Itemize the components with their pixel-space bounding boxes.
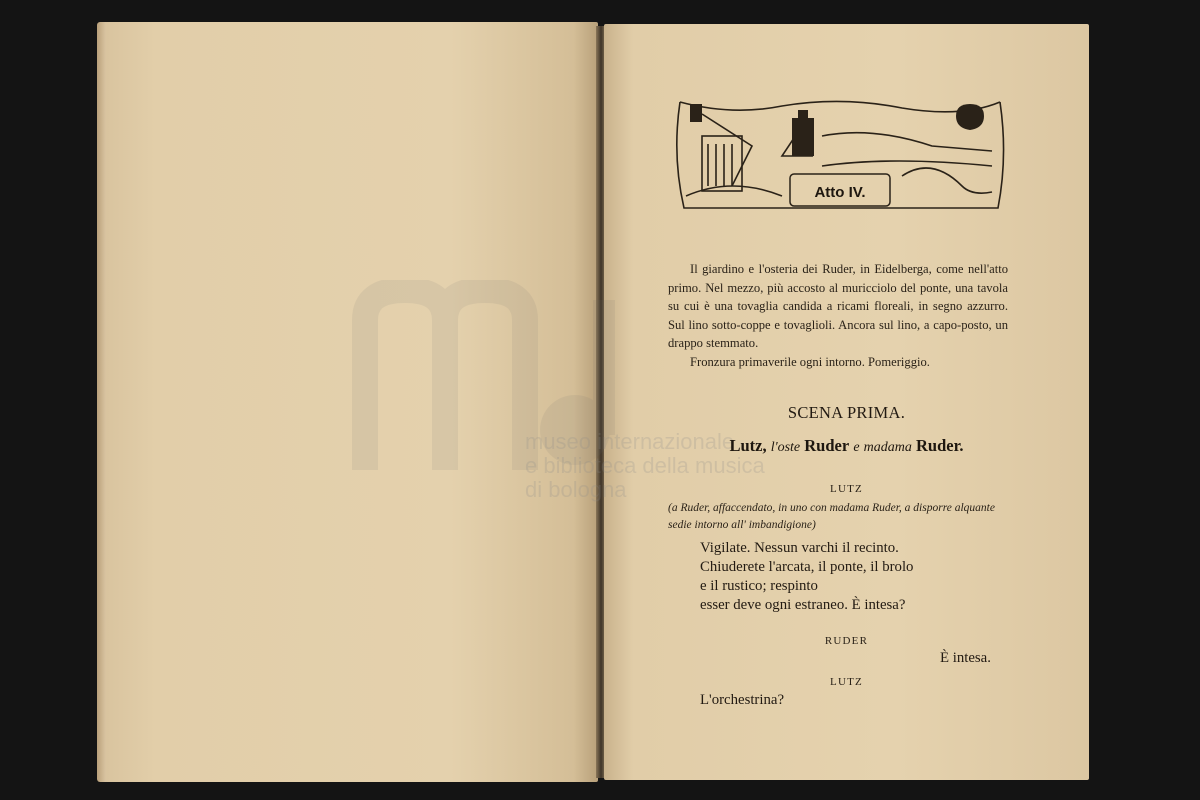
act-title: Atto IV. bbox=[814, 184, 866, 201]
character-role: madama bbox=[863, 440, 912, 455]
verse-line: Chiuderete l'arcata, il ponte, il brolo bbox=[700, 559, 914, 575]
stage-direction-paragraph: Il giardino e l'osteria dei Ruder, in Eidelberga, come nell'atto primo. Nel mezzo, più accosto al muricciolo del ponte, una tavola su cui è una tovaglia candida a ricami floreali, in segno azzurro. Sul lino sotto-coppe e tovaglioli. Ancora sul lino, a capo-posto, un drappo stemmato. bbox=[668, 262, 1008, 350]
conjunction: e bbox=[853, 440, 860, 455]
verse-line: e il rustico; respinto bbox=[700, 578, 818, 594]
stage-direction-paragraph: Fronzura primaverile ogni intorno. Pomeriggio. bbox=[690, 354, 930, 369]
stage-direction bbox=[668, 260, 1008, 371]
speaker-name: LUTZ bbox=[830, 483, 863, 495]
left-page bbox=[106, 22, 598, 782]
verse-line: esser deve ogni estraneo. È intesa? bbox=[700, 597, 906, 613]
scene-characters bbox=[604, 436, 1089, 456]
character-name: Lutz, bbox=[729, 436, 767, 455]
speaker-name: LUTZ bbox=[830, 676, 863, 688]
speaker-name: RUDER bbox=[824, 635, 869, 647]
verse-line: È intesa. bbox=[940, 650, 991, 666]
act-header-illustration bbox=[672, 96, 1008, 214]
character-name: Ruder. bbox=[916, 436, 964, 455]
stage-direction-italic: (a Ruder, affaccendato, in uno con madama Ruder, a disporre alquante sedie intorno all' imbandigione) bbox=[668, 502, 995, 531]
scene-title: SCENA PRIMA. bbox=[787, 403, 906, 422]
watermark-text: museo internazionale e biblioteca della musica di bologna bbox=[525, 429, 765, 502]
verse-line: L'orchestrina? bbox=[700, 692, 785, 708]
verse-line: Vigilate. Nessun varchi il recinto. bbox=[700, 540, 899, 556]
character-role: l'oste bbox=[770, 440, 801, 455]
character-name: Ruder bbox=[804, 436, 850, 455]
